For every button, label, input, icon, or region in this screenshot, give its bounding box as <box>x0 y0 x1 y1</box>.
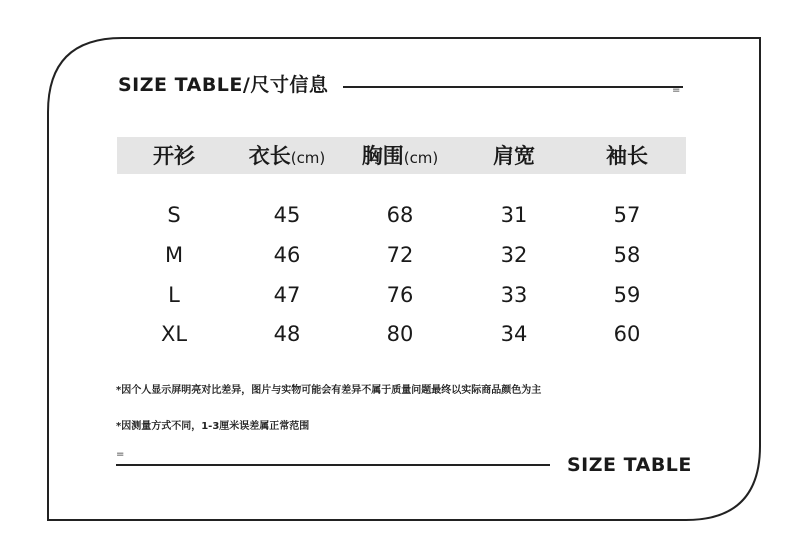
table-cell-chest: 68 <box>386 203 414 227</box>
table-cell-length: 47 <box>273 283 301 307</box>
table-cell-sleeve: 57 <box>613 203 641 227</box>
table-cell-sleeve: 58 <box>613 243 641 267</box>
header-mark: = <box>672 85 681 96</box>
footer-title: SIZE TABLE <box>567 454 692 476</box>
table-cell-length: 45 <box>273 203 301 227</box>
column-header-shoulder <box>493 145 535 169</box>
table-cell-shoulder: 32 <box>500 243 528 267</box>
column-header-unit: (cm) <box>403 149 439 167</box>
table-cell-size: XL <box>160 322 188 346</box>
column-header-cardigan <box>153 145 195 169</box>
table-cell-length: 48 <box>273 322 301 346</box>
table-cell-shoulder: 31 <box>500 203 528 227</box>
table-cell-sleeve: 59 <box>613 283 641 307</box>
column-header-label: 衣长 <box>248 144 291 168</box>
table-cell-chest: 72 <box>386 243 414 267</box>
header-title: SIZE TABLE/尺寸信息 <box>118 74 329 96</box>
footer-mark: = <box>116 449 125 460</box>
table-cell-sleeve: 60 <box>613 322 641 346</box>
column-header-label: 开衫 <box>153 144 195 168</box>
column-header-length <box>249 145 326 169</box>
note-display-difference: *因个人显示屏明亮对比差异，图片与实物可能会有差异不属于质量问题最终以实际商品颜色为主 <box>116 385 542 396</box>
table-cell-size: M <box>164 243 184 267</box>
column-header-chest <box>362 145 439 169</box>
table-cell-chest: 76 <box>386 283 414 307</box>
column-header-label: 肩宽 <box>493 144 535 168</box>
table-cell-size: L <box>168 283 180 307</box>
table-cell-size: S <box>167 203 181 227</box>
table-cell-shoulder: 34 <box>500 322 528 346</box>
table-cell-chest: 80 <box>386 322 414 346</box>
column-header-label: 袖长 <box>606 144 648 168</box>
column-header-sleeve <box>606 145 648 169</box>
column-header-label: 胸围 <box>361 144 404 168</box>
footer-divider <box>116 464 550 466</box>
header-divider <box>343 86 683 88</box>
table-cell-length: 46 <box>273 243 301 267</box>
column-header-unit: (cm) <box>290 149 326 167</box>
note-measurement-error: *因测量方式不同，1-3厘米误差属正常范围 <box>116 421 310 432</box>
table-cell-shoulder: 33 <box>500 283 528 307</box>
